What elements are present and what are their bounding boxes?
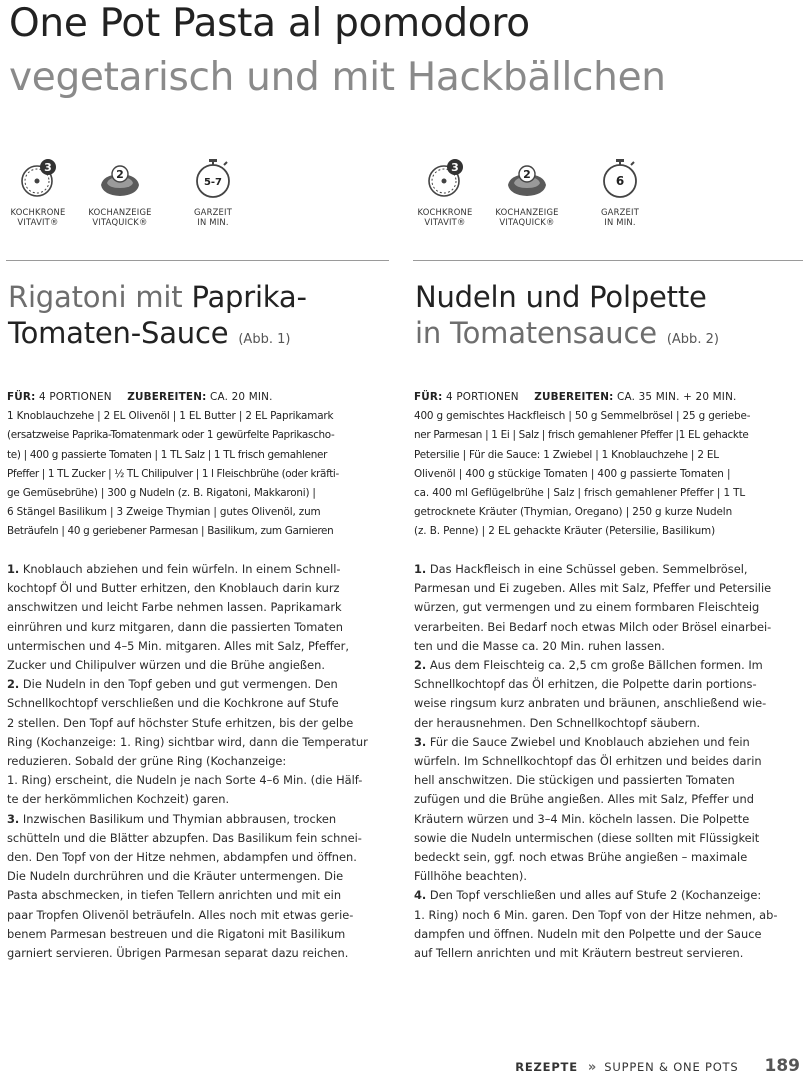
icon-number: 6 <box>615 174 625 188</box>
step-number: 2. <box>414 658 427 673</box>
servings-line <box>7 388 389 407</box>
stopwatch-icon <box>190 155 236 201</box>
instruction-line <box>7 694 389 713</box>
icon-label-line: GARZEIT <box>600 207 640 217</box>
instruction-line <box>414 790 803 809</box>
instruction-line <box>414 560 803 579</box>
step-text: der herausnehmen. Den Schnellkochtopf säubern. <box>414 715 701 730</box>
instruction-line <box>7 675 389 694</box>
step-text: Pasta abschmecken, in tiefen Tellern anrichten und mit ein <box>7 888 342 903</box>
servings-value: 4 PORTIONEN <box>39 391 112 403</box>
instruction-line <box>7 925 389 944</box>
step-number: 4. <box>414 888 427 903</box>
step-text: Zucker und Chilipulver würzen und die Brühe angießen. <box>7 658 325 673</box>
ingredient-line: 6 Stängel Basilikum | 3 Zweige Thymian | gutes Olivenöl, zum <box>7 506 321 519</box>
icon-number: 3 <box>451 161 459 174</box>
appliance-settings <box>6 155 389 235</box>
step-text: Ring (Kochanzeige: 1. Ring) sichtbar wird, dann die Temperatur <box>7 734 368 749</box>
instruction-line <box>414 579 803 598</box>
step-text: reduzieren. Sobald der grüne Ring (Kochanzeige: <box>7 754 287 769</box>
instruction-line <box>7 771 389 790</box>
step-text: Den Topf verschließen und alles auf Stufe 2 (Kochanzeige: <box>426 888 762 903</box>
icon-number: 5-7 <box>203 177 223 188</box>
step-number: 3. <box>414 734 427 749</box>
step-text: verarbeiten. Bei Bedarf noch etwas Milch oder Brösel einarbei- <box>414 619 772 634</box>
instruction-line <box>414 598 803 617</box>
divider <box>6 260 389 261</box>
prep-label: ZUBEREITEN: <box>534 391 614 403</box>
page-subtitle: vegetarisch und mit Hackbällchen <box>9 55 666 100</box>
step-text: Knoblauch abziehen und fein würfeln. In einem Schnell- <box>19 562 341 576</box>
step-text: Das Hackfleisch in eine Schüssel geben. Semmelbrösel, <box>426 562 748 576</box>
step-text: Die Nudeln durchrühren und die Kräuter untermengen. Die <box>7 869 344 884</box>
icon-label-line: GARZEIT <box>193 207 233 217</box>
icon-number: 2 <box>116 168 124 181</box>
page-number: 189 <box>764 1056 800 1076</box>
instruction-line <box>7 944 389 963</box>
cooking-crown-icon <box>422 155 468 201</box>
instruction-line <box>414 656 803 675</box>
step-text: dampfen und öffnen. Nudeln mit den Polpette und der Sauce <box>414 926 762 941</box>
step-text: 1. Ring) erscheint, die Nudeln je nach Sorte 4–6 Min. (die Hälf- <box>7 773 363 788</box>
instruction-line <box>7 848 389 867</box>
step-text: Die Nudeln in den Topf geben und gut vermengen. Den <box>19 677 338 692</box>
ingredient-line: 400 g gemischtes Hackfleisch | 50 g Semmelbrösel | 25 g geriebe- <box>414 410 751 423</box>
instruction-line <box>414 637 803 656</box>
servings-line <box>414 388 803 407</box>
divider <box>413 260 803 261</box>
setting-kochkrone <box>413 155 477 235</box>
step-text: untermischen und 4–5 Min. mitgaren. Alles mit Salz, Pfeffer, <box>7 638 349 653</box>
page-title: One Pot Pasta al pomodoro <box>9 1 530 46</box>
step-text: benem Parmesan bestreuen und die Rigatoni mit Basilikum <box>7 926 346 941</box>
instruction-line <box>414 810 803 829</box>
step-text: te der herkömmlichen Kochzeit) garen. <box>7 792 230 807</box>
figure-reference: (Abb. 2) <box>666 332 719 347</box>
ingredient-line: Beträufeln | 40 g geriebener Parmesan | Basilikum, zum Garnieren <box>7 525 334 538</box>
step-text: Inzwischen Basilikum und Thymian abbrausen, trocken <box>19 811 337 826</box>
icon-label-line: VITAQUICK® <box>499 217 555 227</box>
cooking-indicator-icon <box>97 155 143 201</box>
instructions <box>414 560 803 963</box>
instruction-line <box>7 810 389 829</box>
instruction-line <box>7 598 389 617</box>
step-text: ten und die Masse ca. 20 Min. ruhen lassen. <box>414 638 665 653</box>
ingredient-line: 1 Knoblauchzehe | 2 EL Olivenöl | 1 EL Butter | 2 EL Paprikamark <box>7 410 334 423</box>
setting-kochkrone <box>6 155 70 235</box>
step-text: Füllhöhe beachten). <box>414 869 527 884</box>
instruction-line <box>414 618 803 637</box>
step-text: Aus dem Fleischteig ca. 2,5 cm große Bällchen formen. Im <box>426 658 763 673</box>
step-text: hell anschwitzen. Die stückigen und passierten Tomaten <box>414 773 735 788</box>
instruction-line <box>414 886 803 905</box>
page-footer <box>515 1056 800 1076</box>
prep-value: CA. 35 MIN. + 20 MIN. <box>616 391 737 403</box>
instruction-line <box>414 752 803 771</box>
instruction-line <box>414 733 803 752</box>
step-text: weise ringsum kurz anbraten und bräunen, anschließend wie- <box>414 696 767 711</box>
step-text: paar Tropfen Olivenöl beträufeln. Alles noch mit etwas gerie- <box>7 907 354 922</box>
step-text: sowie die Nudeln untermischen (diese sollten mit Flüssigkeit <box>414 830 760 845</box>
instruction-line <box>414 867 803 886</box>
icon-label-line: VITAVIT® <box>17 217 59 227</box>
servings-value: 4 PORTIONEN <box>446 391 519 403</box>
ingredient-line: te) | 400 g passierte Tomaten | 1 TL Salz | 1 TL frisch gemahlener <box>7 448 328 461</box>
step-text: schütteln und die Blätter abzupfen. Das Basilikum fein schnei- <box>7 830 362 845</box>
setting-garzeit <box>170 155 256 235</box>
ingredient-line: ner Parmesan | 1 Ei | Salz | frisch gemahlener Pfeffer |1 EL gehackte <box>414 429 749 442</box>
footer-subsection: SUPPEN & ONE POTS <box>604 1060 739 1074</box>
instruction-line <box>414 944 803 963</box>
ingredient-line: getrocknete Kräuter (Thymian, Oregano) | 250 g kurze Nudeln <box>414 506 733 519</box>
step-text: 1. Ring) noch 6 Min. garen. Den Topf von der Hitze nehmen, ab- <box>414 907 778 922</box>
setting-kochanzeige <box>70 155 170 235</box>
recipe-heading <box>8 279 307 358</box>
icon-label-line: VITAVIT® <box>424 217 466 227</box>
instruction-line <box>414 771 803 790</box>
icon-label-line: IN MIN. <box>197 217 229 227</box>
ingredient-line: ca. 400 ml Geflügelbrühe | Salz | frisch gemahlener Pfeffer | 1 TL <box>414 487 746 500</box>
step-text: bedeckt sein, ggf. noch etwas Brühe angießen – maximale <box>414 850 748 865</box>
step-number: 2. <box>7 677 20 692</box>
instruction-line <box>414 906 803 925</box>
instruction-line <box>414 714 803 733</box>
footer-section: REZEPTE <box>515 1060 578 1074</box>
servings-label: FÜR: <box>414 391 443 403</box>
recipe-column-1 <box>6 155 389 961</box>
step-text: Schnellkochtopf das Öl erhitzen, die Polpette darin portions- <box>414 677 757 692</box>
step-text: kochtopf Öl und Butter erhitzen, den Knoblauch darin kurz <box>7 581 340 596</box>
setting-kochanzeige <box>477 155 577 235</box>
appliance-settings <box>413 155 803 235</box>
step-text: Schnellkochtopf verschließen und die Kochkrone auf Stufe <box>7 696 339 711</box>
figure-reference: (Abb. 1) <box>238 332 291 347</box>
instruction-line <box>414 829 803 848</box>
icon-number: 3 <box>44 161 52 174</box>
instruction-line <box>7 752 389 771</box>
instructions <box>7 560 389 963</box>
instruction-line <box>7 733 389 752</box>
instruction-line <box>7 867 389 886</box>
step-number: 1. <box>7 562 20 576</box>
ingredient-list <box>7 388 389 542</box>
step-text: zufügen und die Brühe angießen. Alles mit Salz, Pfeffer und <box>414 792 754 807</box>
instruction-line <box>7 560 389 579</box>
heading-light: in Tomatensauce <box>415 316 657 350</box>
cooking-crown-icon <box>15 155 61 201</box>
icon-label-line: IN MIN. <box>604 217 636 227</box>
ingredient-line: Pfeffer | 1 TL Zucker | ½ TL Chilipulver | 1 l Fleischbrühe (oder kräfti- <box>7 467 339 480</box>
icon-number: 2 <box>523 168 531 181</box>
step-text: würfeln. Im Schnellkochtopf das Öl erhitzen und beides darin <box>414 754 762 769</box>
instruction-line <box>7 579 389 598</box>
ingredient-line: (ersatzweise Paprika-Tomatenmark oder 1 gewürfelte Paprikascho- <box>7 429 335 442</box>
step-text: garniert servieren. Übrigen Parmesan separat dazu reichen. <box>7 946 349 961</box>
ingredient-line: ge Gemüsebrühe) | 300 g Nudeln (z. B. Rigatoni, Makkaroni) | <box>7 487 316 500</box>
heading-dark: Tomaten-Sauce <box>8 316 229 350</box>
chevron-right-icon: » <box>587 1060 597 1075</box>
cooking-indicator-icon <box>504 155 550 201</box>
icon-label-line: KOCHANZEIGE <box>88 207 152 217</box>
instruction-line <box>7 618 389 637</box>
ingredient-line: (z. B. Penne) | 2 EL gehackte Kräuter (Petersilie, Basilikum) <box>414 525 716 538</box>
servings-label: FÜR: <box>7 391 36 403</box>
step-text: den. Den Topf von der Hitze nehmen, abdampfen und öffnen. <box>7 850 357 865</box>
ingredient-line: Olivenöl | 400 g stückige Tomaten | 400 g passierte Tomaten | <box>414 467 731 480</box>
instruction-line <box>7 829 389 848</box>
step-text: anschwitzen und leicht Farbe nehmen lassen. Paprikamark <box>7 600 342 615</box>
step-number: 1. <box>414 562 427 576</box>
ingredient-line: Petersilie | Für die Sauce: 1 Zwiebel | 1 Knoblauchzehe | 2 EL <box>414 448 719 461</box>
recipe-column-2 <box>413 155 803 961</box>
step-text: Kräutern würzen und 3–4 Min. köcheln lassen. Die Polpette <box>414 811 750 826</box>
recipe-heading <box>415 279 719 358</box>
icon-label-line: KOCHKRONE <box>417 207 473 217</box>
step-text: einrühren und kurz mitgaren, dann die passierten Tomaten <box>7 619 343 634</box>
instruction-line <box>414 694 803 713</box>
instruction-line <box>7 714 389 733</box>
instruction-line <box>7 886 389 905</box>
instruction-line <box>7 656 389 675</box>
instruction-line <box>7 790 389 809</box>
step-text: 2 stellen. Den Topf auf höchster Stufe erhitzen, bis der gelbe <box>7 715 354 730</box>
instruction-line <box>7 637 389 656</box>
step-text: Parmesan und Ei zugeben. Alles mit Salz, Pfeffer und Petersilie <box>414 581 772 596</box>
step-text: Für die Sauce Zwiebel und Knoblauch abziehen und fein <box>426 734 750 749</box>
heading-dark: Paprika- <box>191 280 307 314</box>
icon-label-line: KOCHKRONE <box>10 207 66 217</box>
step-number: 3. <box>7 811 20 826</box>
icon-label-line: KOCHANZEIGE <box>495 207 559 217</box>
icon-label-line: VITAQUICK® <box>92 217 148 227</box>
instruction-line <box>414 848 803 867</box>
instruction-line <box>414 925 803 944</box>
prep-value: CA. 20 MIN. <box>209 391 273 403</box>
heading-dark: Nudeln und Polpette <box>415 280 707 314</box>
stopwatch-icon <box>597 155 643 201</box>
step-text: auf Tellern anrichten und mit Kräutern bestreut servieren. <box>414 946 744 961</box>
instruction-line <box>7 906 389 925</box>
setting-garzeit <box>577 155 663 235</box>
prep-label: ZUBEREITEN: <box>127 391 207 403</box>
step-text: würzen, gut vermengen und zu einem formbaren Fleischteig <box>414 600 760 615</box>
ingredient-list <box>414 388 803 542</box>
instruction-line <box>414 675 803 694</box>
heading-light: Rigatoni mit <box>8 280 192 314</box>
